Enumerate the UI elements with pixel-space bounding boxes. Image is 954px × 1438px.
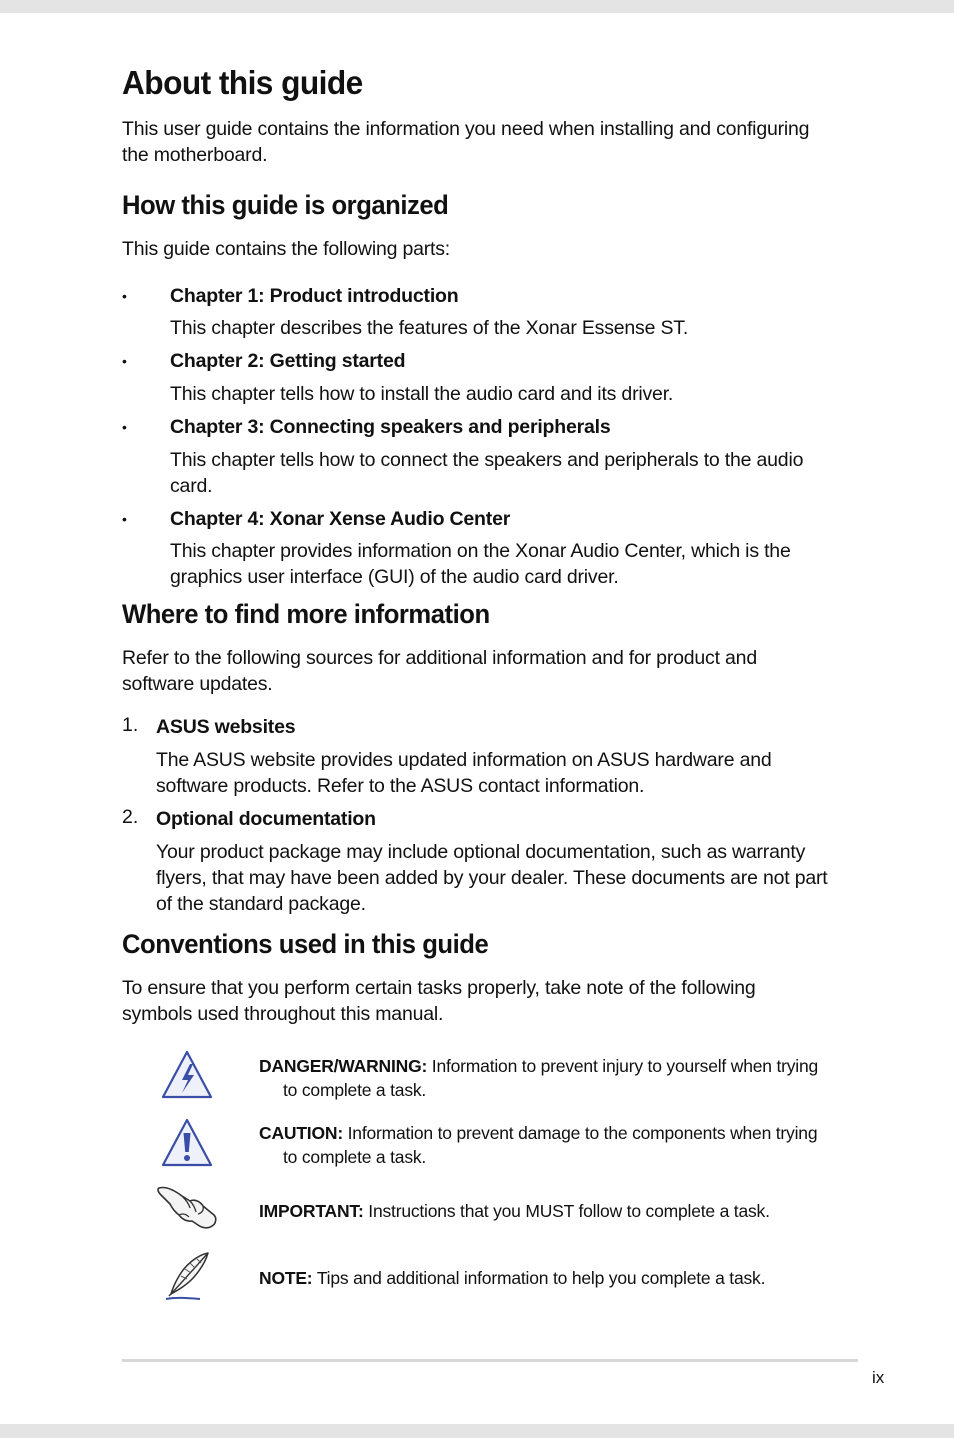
bottom-band xyxy=(0,1424,954,1438)
source-desc: Your product package may include optional documentation, such as warranty flyers, that may have been added by your dealer. These documents are not part of the standard package. xyxy=(156,841,828,915)
note-text: Tips and additional information to help you complete a task. xyxy=(316,1268,766,1288)
note-text-cont: to complete a task. xyxy=(283,1080,427,1100)
top-band xyxy=(0,0,954,13)
intro-text: This user guide contains the information you need when installing and configuring the motherboard. xyxy=(122,118,810,166)
note-note xyxy=(259,1266,839,1290)
note-important xyxy=(259,1199,839,1223)
list-number: 2. xyxy=(122,806,139,828)
note-label: NOTE: xyxy=(259,1268,313,1288)
page-title: About this guide xyxy=(122,64,363,101)
source-desc: The ASUS website provides updated information on ASUS hardware and software products. Refer to the ASUS contact information. xyxy=(156,749,772,797)
chapter-title: Chapter 1: Product introduction xyxy=(170,285,459,307)
source-title: Optional documentation xyxy=(156,808,376,830)
bullet: • xyxy=(122,511,127,527)
note-label: DANGER/WARNING: xyxy=(259,1056,428,1076)
page-number: ix xyxy=(872,1368,885,1387)
source-title: ASUS websites xyxy=(156,716,296,738)
chapter-desc: This chapter tells how to connect the speakers and peripherals to the audio card. xyxy=(170,449,804,497)
note-text: Information to prevent injury to yourself when trying xyxy=(431,1056,819,1076)
note-text: Information to prevent damage to the components when trying xyxy=(347,1123,818,1143)
feather-pen-icon xyxy=(160,1250,214,1302)
note-label: IMPORTANT: xyxy=(259,1201,364,1221)
exclamation-caution-icon xyxy=(160,1117,214,1169)
note-label: CAUTION: xyxy=(259,1123,343,1143)
pointing-hand-icon xyxy=(156,1182,220,1232)
lightning-warning-icon xyxy=(160,1049,214,1101)
note-text: Instructions that you MUST follow to complete a task. xyxy=(368,1201,770,1221)
note-text-cont: to complete a task. xyxy=(283,1147,427,1167)
chapter-desc: This chapter describes the features of the Xonar Essense ST. xyxy=(170,317,689,339)
conventions-lead: To ensure that you perform certain tasks properly, take note of the following symbols used throughout this manual. xyxy=(122,977,756,1025)
note-caution xyxy=(259,1121,839,1169)
section-heading-more-info: Where to find more information xyxy=(122,599,490,629)
section-heading-conventions: Conventions used in this guide xyxy=(122,929,489,959)
chapter-title: Chapter 3: Connecting speakers and peripherals xyxy=(170,416,611,438)
list-number: 1. xyxy=(122,714,139,736)
bullet: • xyxy=(122,419,127,435)
organized-lead: This guide contains the following parts: xyxy=(122,238,451,260)
bullet: • xyxy=(122,288,127,304)
chapter-desc: This chapter provides information on the Xonar Audio Center, which is the graphics user interface (GUI) of the audio card driver. xyxy=(170,540,791,588)
chapter-title: Chapter 4: Xonar Xense Audio Center xyxy=(170,508,511,530)
note-danger xyxy=(259,1054,839,1102)
footer-rule xyxy=(122,1359,858,1362)
bullet: • xyxy=(122,353,127,369)
chapter-desc: This chapter tells how to install the audio card and its driver. xyxy=(170,383,674,405)
more-info-lead: Refer to the following sources for additional information and for product and software updates. xyxy=(122,647,757,695)
section-heading-organized: How this guide is organized xyxy=(122,190,449,220)
chapter-title: Chapter 2: Getting started xyxy=(170,350,406,372)
